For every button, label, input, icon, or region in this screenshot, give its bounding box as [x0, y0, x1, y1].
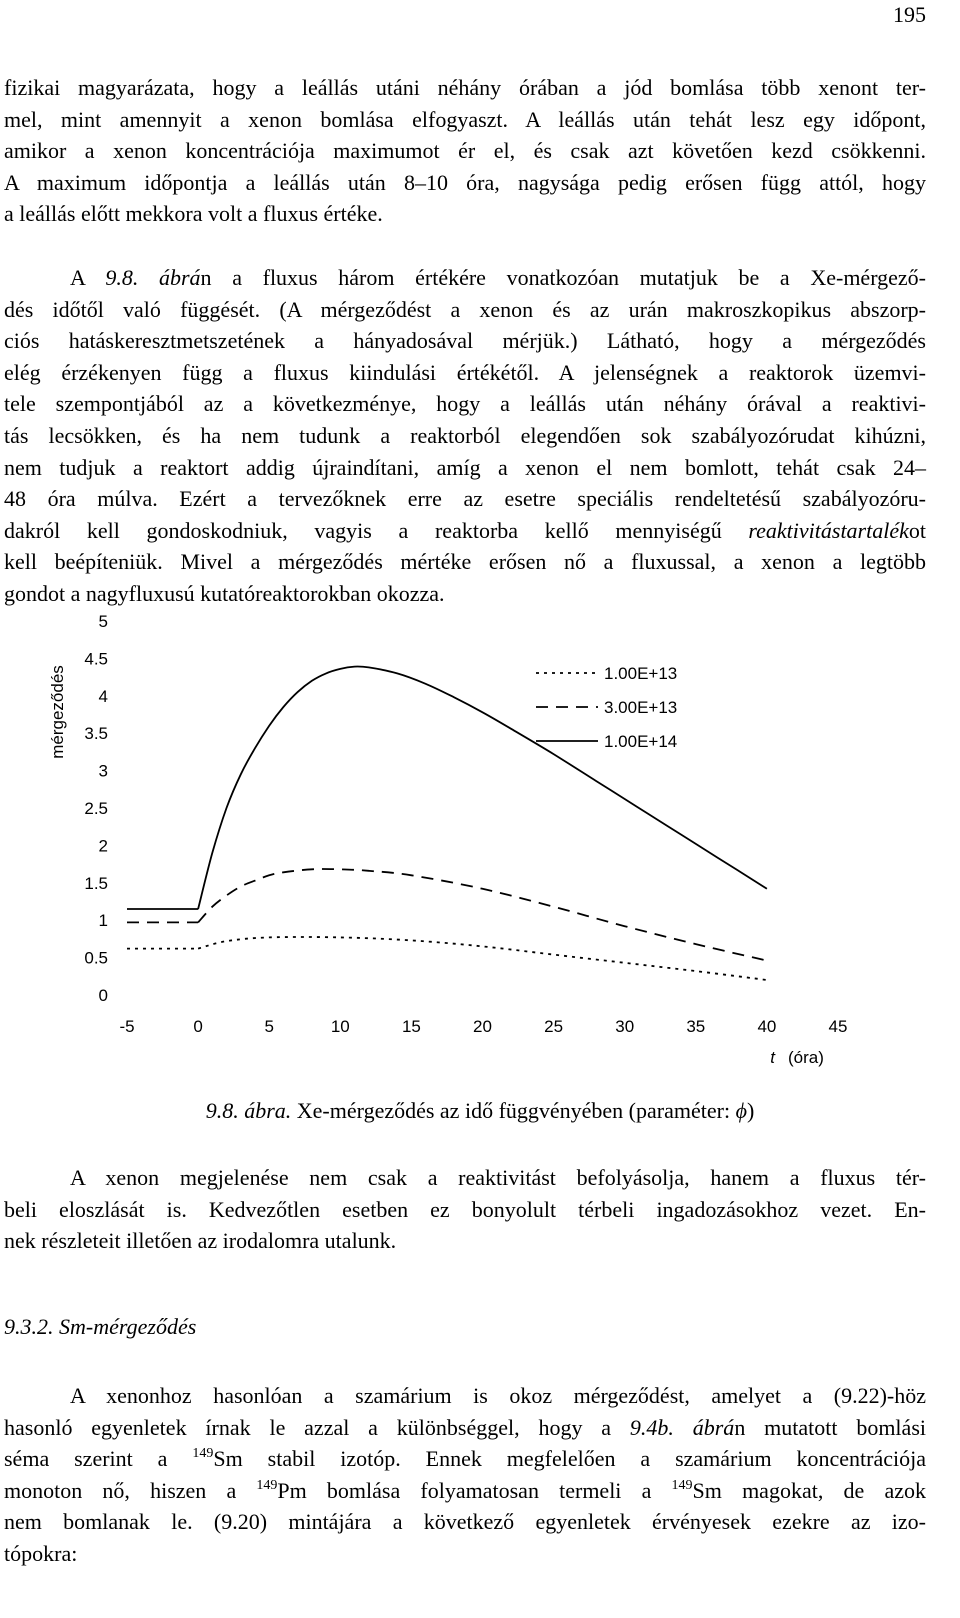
- legend: [536, 664, 677, 751]
- text-line: dés időtől való függését. (A mérgeződést a xenon és az urán makroszkopikus abszorp-: [4, 296, 926, 322]
- y-tick-label: 1: [98, 911, 108, 931]
- y-tick-labels: [84, 612, 108, 1005]
- x-tick-label: -5: [119, 1017, 135, 1036]
- x-tick-labels: [119, 1017, 847, 1036]
- x-tick-label: 30: [615, 1017, 635, 1036]
- text-line: amikor a xenon koncentrációja maximumot ér el, és csak azt követően kezd csökkenni.: [4, 138, 926, 164]
- x-axis-unit: (óra): [788, 1048, 824, 1067]
- text-fragment: Pm bomlása folyamatosan termeli a: [277, 1477, 672, 1503]
- caption-label: 9.8. ábra.: [205, 1098, 292, 1123]
- text-line: [4, 1412, 926, 1444]
- text-line: tópokra:: [4, 1540, 78, 1566]
- text-fragment: Sm magokat, de azok: [692, 1477, 926, 1503]
- y-tick-label: 3: [98, 761, 108, 781]
- y-tick-label: 0: [98, 986, 108, 1005]
- text-line: [4, 262, 926, 294]
- text-line: ciós hatáskeresztmetszetének a hányadosával mérjük.) Látható, hogy a mérgeződés: [4, 328, 926, 354]
- text-line: A xenon megjelenése nem csak a reaktivitást befolyásolja, hanem a fluxus tér-: [70, 1165, 926, 1190]
- page-number: 195: [893, 2, 926, 27]
- xenon-poisoning-chart: [0, 600, 960, 1080]
- text-fragment: Sm stabil izotóp. Ennek megfelelően a szamárium koncentrációja: [213, 1446, 927, 1472]
- legend-label: 1.00E+13: [604, 664, 678, 683]
- text-line: elég érzékenyen függ a fluxus kiindulási értékétől. A jelenségnek a reaktorok üzemvi-: [4, 359, 926, 385]
- figure-reference: 9.4b. ábrá: [629, 1414, 735, 1440]
- section-title: 9.3.2. Sm-mérgeződés: [4, 1314, 197, 1339]
- caption-close: ): [746, 1098, 755, 1123]
- text-line: a leállás előtt mekkora volt a fluxus értéke.: [4, 201, 383, 227]
- y-tick-label: 5: [98, 612, 108, 631]
- text-fragment: hasonló egyenletek írnak le azzal a különbséggel, hogy a: [4, 1414, 630, 1440]
- x-axis-variable: t: [770, 1048, 775, 1067]
- text-line: nek részleteit illetően az irodalomra utalunk.: [4, 1228, 397, 1254]
- y-tick-label: 3.5: [84, 724, 108, 744]
- text-line: [4, 1475, 926, 1507]
- text-fragment: ot: [908, 517, 926, 543]
- y-tick-label: 2: [98, 836, 108, 856]
- text-line: nem tudjuk a reaktort addig újraindítani, amíg a xenon el nem bomlott, tehát csak 24–: [4, 454, 926, 480]
- paragraph-3: [4, 1162, 926, 1257]
- caption-symbol: ϕ: [735, 1098, 747, 1123]
- text-line: A xenonhoz hasonlóan a szamárium is okoz mérgeződést, amelyet a (9.22)-höz: [70, 1383, 926, 1408]
- mass-number: 149: [671, 1477, 693, 1493]
- figure-caption: [0, 1098, 960, 1124]
- y-tick-label: 0.5: [84, 948, 108, 968]
- y-axis-label: mérgeződés: [48, 665, 67, 759]
- mass-number: 149: [192, 1446, 214, 1462]
- text-line: tele szempontjából az a következménye, hogy a leállás után néhány órával a reaktivi-: [4, 391, 926, 417]
- text-line: beli eloszlását is. Kedvezőtlen esetben ez bonyolult térbeli ingadozásokhoz vezet. En-: [4, 1196, 926, 1222]
- figure-reference: 9.8. ábrá: [105, 265, 201, 290]
- series-line-3.00E+13: [127, 869, 767, 961]
- text-line: mel, mint amennyit a xenon bomlása elfogyaszt. A leállás után tehát lesz egy időpont,: [4, 106, 926, 132]
- x-tick-label: 40: [757, 1017, 777, 1036]
- text-line: [4, 1443, 926, 1475]
- paragraph-4: [4, 1380, 926, 1570]
- x-tick-label: 15: [401, 1017, 421, 1036]
- x-tick-label: 20: [473, 1017, 492, 1036]
- text-fragment: A: [70, 265, 106, 290]
- paragraph-1: [4, 72, 926, 230]
- text-line: kell beépíteniük. Mivel a mérgeződés mértéke erősen nő a fluxussal, a xenon a legtöbb: [4, 549, 926, 575]
- text-line: gondot a nagyfluxusú kutatóreaktorokban okozza.: [4, 580, 445, 606]
- x-tick-label: 25: [544, 1017, 564, 1036]
- paragraph-2: [4, 262, 926, 610]
- text-fragment: dakról kell gondoskodniuk, vagyis a reaktorba kellő mennyiségű: [4, 517, 749, 543]
- text-line: nem bomlanak le. (9.20) mintájára a következő egyenletek érvényesek ezekre az izo-: [4, 1509, 926, 1535]
- x-tick-label: 0: [193, 1017, 203, 1036]
- x-tick-label: 10: [330, 1017, 350, 1036]
- text-line: [4, 515, 926, 547]
- text-line: 48 óra múlva. Ezért a tervezőknek erre az esetre speciális rendeltetésű szabályozóru-: [4, 486, 926, 512]
- text-line: fizikai magyarázata, hogy a leállás utáni néhány órában a jód bomlása több xenont ter-: [4, 75, 926, 100]
- x-axis-label: [770, 1048, 824, 1067]
- text-fragment: monoton nő, hiszen a: [4, 1477, 257, 1503]
- x-tick-label: 5: [264, 1017, 274, 1036]
- legend-label: 1.00E+14: [604, 732, 678, 751]
- text-fragment: n mutatott bomlási: [734, 1414, 926, 1440]
- x-tick-label: 45: [828, 1017, 848, 1036]
- text-line: A maximum időpontja a leállás után 8–10 óra, nagysága pedig erősen függ attól, hogy: [4, 169, 926, 195]
- series-line-1.00E+13: [127, 937, 767, 980]
- text-line: tás lecsökken, és ha nem tudunk a reaktorból elegendően sok szabályozórudat kihúzni,: [4, 422, 926, 448]
- y-tick-label: 4: [98, 686, 108, 706]
- chart-svg: [0, 600, 960, 1080]
- y-tick-label: 2.5: [84, 799, 108, 818]
- text-fragment: n a fluxus három értékére vonatkozóan mutatjuk be a Xe-mérgező-: [200, 265, 926, 290]
- text-fragment: séma szerint a: [4, 1446, 193, 1472]
- y-tick-label: 1.5: [84, 873, 108, 893]
- legend-label: 3.00E+13: [604, 698, 678, 717]
- y-tick-label: 4.5: [84, 649, 108, 669]
- emphasized-term: reaktivitástartalék: [748, 517, 909, 543]
- x-tick-label: 35: [686, 1017, 706, 1036]
- caption-text: Xe-mérgeződés az idő függvényében (paraméter:: [291, 1098, 736, 1123]
- mass-number: 149: [256, 1477, 278, 1493]
